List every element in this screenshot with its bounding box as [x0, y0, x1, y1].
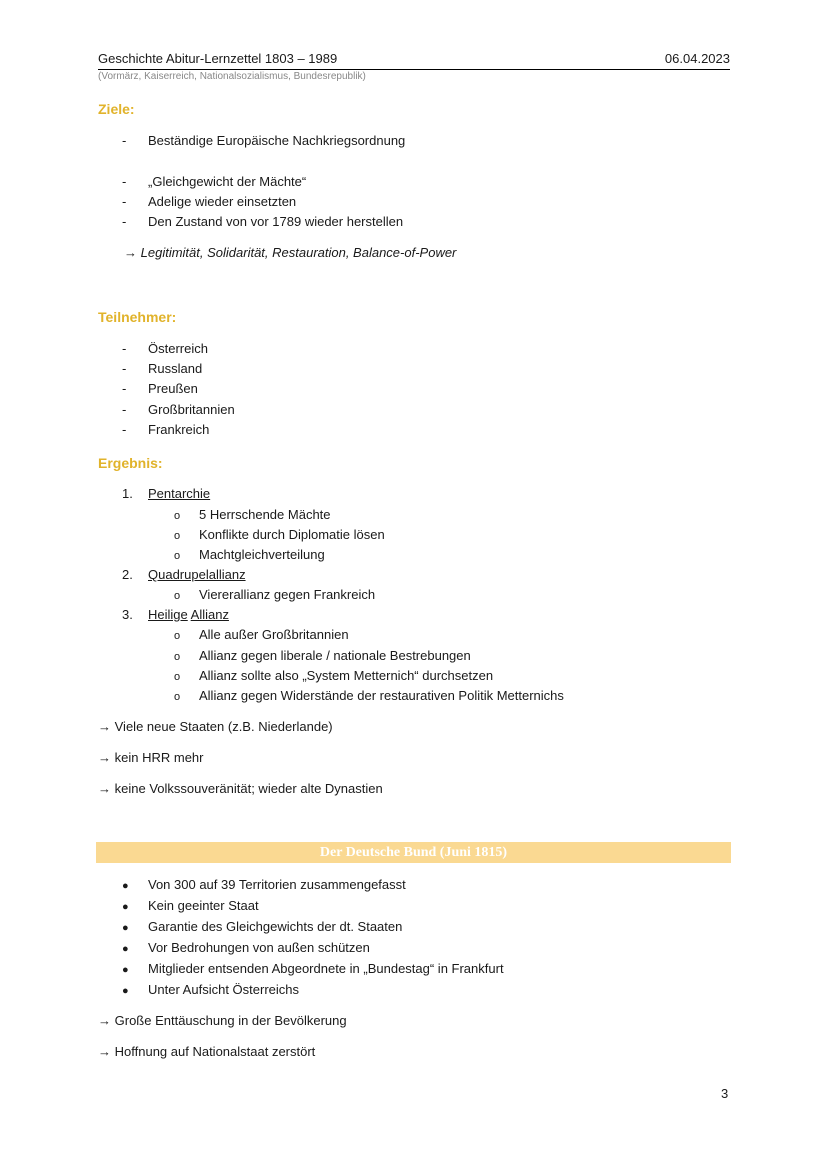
ziele-item: - Beständige Europäische Nachkriegsordnung [122, 133, 406, 148]
bullet-icon: ● [122, 964, 129, 976]
teilnehmer-heading: Teilnehmer: [98, 309, 177, 325]
ergebnis-subitem: o Allianz gegen liberale / nationale Bestrebungen [174, 648, 471, 663]
ergebnis-subitem: o 5 Herrschende Mächte [174, 507, 331, 522]
ergebnis-conclusion: → Viele neue Staaten (z.B. Niederlande) [98, 719, 333, 734]
arrow-icon: → [124, 245, 137, 260]
ergebnis-conclusion: → kein HRR mehr [98, 750, 204, 765]
header-date: 06.04.2023 [664, 51, 730, 66]
ziele-item: - Adelige wieder einsetzten [122, 194, 297, 209]
arrow-icon: → [98, 750, 111, 765]
teilnehmer-item: - Russland [122, 361, 203, 376]
arrow-icon: → [98, 781, 111, 796]
bund-conclusion: → Große Enttäuschung in der Bevölkerung [98, 1013, 347, 1028]
bund-item: ● Von 300 auf 39 Territorien zusammengefasst [122, 877, 406, 892]
ziele-heading: Ziele: [98, 101, 135, 117]
teilnehmer-item: - Österreich [122, 341, 208, 356]
bund-item: ● Kein geeinter Staat [122, 898, 259, 913]
header-title: Geschichte Abitur-Lernzettel 1803 – 1989 [98, 51, 338, 66]
ergebnis-item-quadrupelallianz: 2. Quadrupelallianz [122, 567, 246, 582]
section-banner: Der Deutsche Bund (Juni 1815) [96, 842, 731, 863]
bullet-icon: ● [122, 943, 129, 955]
page-number: 3 [721, 1086, 729, 1101]
ziele-conclusion: → Legitimität, Solidarität, Restauration, Balance-of-Power [124, 245, 457, 260]
ergebnis-subitem: o Viererallianz gegen Frankreich [174, 587, 376, 602]
bund-conclusion: → Hoffnung auf Nationalstaat zerstört [98, 1044, 316, 1059]
bund-item: ● Vor Bedrohungen von außen schützen [122, 940, 370, 955]
ergebnis-subitem: o Allianz sollte also „System Metternich“ durchsetzen [174, 668, 494, 683]
ziele-item: - „Gleichgewicht der Mächte“ [122, 174, 307, 189]
arrow-icon: → [98, 719, 111, 734]
ergebnis-item-pentarchie: 1. Pentarchie [122, 486, 211, 501]
arrow-icon: → [98, 1044, 111, 1059]
arrow-icon: → [98, 1013, 111, 1028]
bullet-icon: ● [122, 985, 129, 997]
ergebnis-subitem: o Allianz gegen Widerstände der restaurativen Politik Metternichs [174, 688, 564, 703]
bullet-icon: ● [122, 880, 129, 892]
ergebnis-subitem: o Alle außer Großbritannien [174, 627, 349, 642]
ergebnis-item-heilige-allianz: 3. Heilige Allianz [122, 607, 229, 622]
ergebnis-conclusion: → keine Volkssouveränität; wieder alte Dynastien [98, 781, 383, 796]
bund-item: ● Garantie des Gleichgewichts der dt. Staaten [122, 919, 403, 934]
ergebnis-subitem: o Konflikte durch Diplomatie lösen [174, 527, 385, 542]
bullet-icon: ● [122, 922, 129, 934]
teilnehmer-item: - Großbritannien [122, 402, 235, 417]
teilnehmer-item: - Frankreich [122, 422, 210, 437]
ergebnis-heading: Ergebnis: [98, 455, 163, 471]
header-subtitle: (Vormärz, Kaiserreich, Nationalsozialismus, Bundesrepublik) [98, 71, 366, 82]
ergebnis-subitem: o Machtgleichverteilung [174, 547, 325, 562]
teilnehmer-item: - Preußen [122, 381, 198, 396]
bullet-icon: ● [122, 901, 129, 913]
bund-item: ● Mitglieder entsenden Abgeordnete in „Bundestag“ in Frankfurt [122, 961, 504, 976]
header-divider [98, 69, 730, 70]
bund-item: ● Unter Aufsicht Österreichs [122, 982, 299, 997]
ziele-item: - Den Zustand von vor 1789 wieder herstellen [122, 214, 404, 229]
